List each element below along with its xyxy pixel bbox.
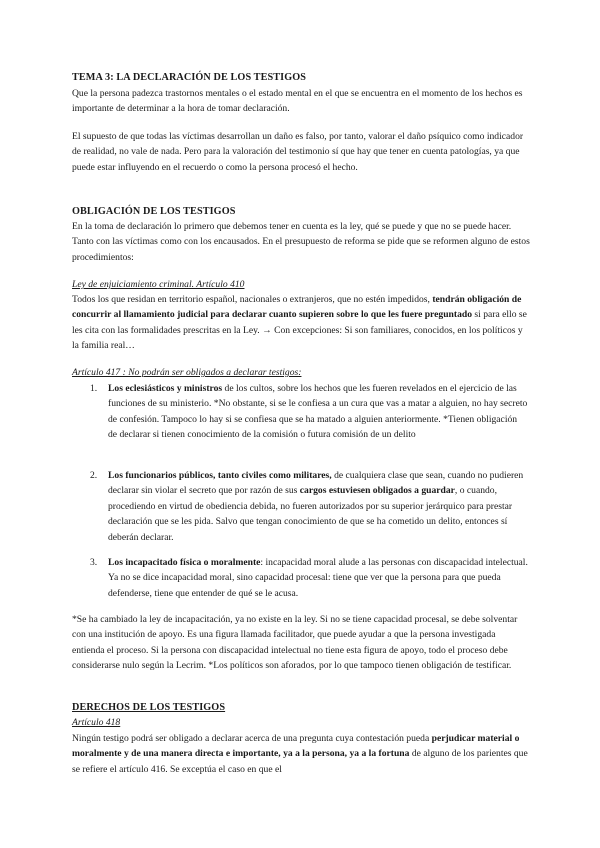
list-item-funcionarios bbox=[108, 468, 528, 545]
obligacion-paragraph: En la toma de declaración lo primero que debemos tener en cuenta es la ley, qué se puede y que no se puede hacer. Tanto con las víctimas como con los encausados. En el presupuesto de reforma se pide que se reformen alguno de estos procedimientos: bbox=[72, 221, 530, 263]
article-418-text-a: Ningún testigo podrá ser obligado a declarar acerca de una pregunta cuya contestación pueda bbox=[72, 733, 432, 744]
list-item-number: 1. bbox=[90, 383, 98, 394]
page-title: TEMA 3: LA DECLARACIÓN DE LOS TESTIGOS bbox=[72, 72, 307, 83]
list-item-incapacitados bbox=[108, 555, 528, 601]
list-item-bold: Los eclesiásticos y ministros bbox=[108, 383, 223, 394]
list-item-text: de cualquiera clase que sean, cuando no pudieren declarar sin violar el secreto que por razón de sus bbox=[108, 470, 524, 497]
intro-paragraph-2: El supuesto de que todas las víctimas desarrollan un daño es falso, por tanto, valorar el daño psíquico como indicador de realidad, no vale de nada. Pero para la valoración del testimonio sí que hay que tener en cuenta patologías, ya que puede estar influyendo en el recuerdo o como la persona procesó el hecho. bbox=[72, 131, 524, 173]
article-418-text bbox=[72, 731, 530, 777]
law-reference-417: Artículo 417 : No podrán ser obligados a declarar testigos: bbox=[72, 367, 302, 378]
list-item-bold: Los funcionarios públicos, tanto civiles como militares, bbox=[108, 470, 332, 481]
law-410-text-bold: tendrán obligación de concurrir al llamamiento judicial para declarar cuanto supieren sobre lo que les fuere preguntado bbox=[72, 294, 522, 321]
law-410-text-b: si para ello se les cita con las formalidades prescritas en la Ley. → Con excepciones: Si son familiares, conocidos, en los políticos y la familia real… bbox=[72, 309, 527, 352]
list-item-bold-2: cargos estuviesen obligados a guardar bbox=[299, 485, 455, 497]
list-item-bold: Los incapacitado física o moralmente bbox=[108, 557, 261, 568]
list-item-text: de los cultos, sobre los hechos que les fueren revelados en el ejercicio de las funciones de su ministerio. *No obstante, si se le confiesa a un cura que vas a matar a alguien, no hay secreto de confesión. Tampoco lo hay si se confiesa que se ha matado a alguien anteriormente. *Tienen obligación de declarar si tienen conocimiento de la comisión o futura comisión de un delito bbox=[108, 383, 528, 441]
article-418-text-bold: perjudicar material o moralmente y de una manera directa e importante, ya a la persona, ya a la fortuna bbox=[72, 733, 520, 760]
list-item-number: 3. bbox=[90, 557, 98, 568]
law-410-text-a: Todos los que residan en territorio español, nacionales o extranjeros, que no estén impedidos, bbox=[72, 294, 433, 305]
law-reference-410: Ley de enjuiciamiento criminal. Artículo 410 bbox=[72, 279, 245, 290]
section-heading-derechos: DERECHOS DE LOS TESTIGOS bbox=[72, 702, 226, 713]
list-item-text: : incapacidad moral alude a las personas con discapacidad intelectual. Ya no se dice incapacidad moral, sino capacidad procesal: tiene que ver que la persona para que pueda defenderse, tiene que entender de qué se le acusa. bbox=[108, 557, 528, 599]
list-item-text-b: , o cuando, procediendo en virtud de obediencia debida, no fueren autorizados por su superior jerárquico para prestar declaración que se les pida. Salvo que tengan conocimiento de que se ha cometido un delito, entonces sí deberán declarar. bbox=[108, 485, 513, 543]
intro-paragraph-1: Que la persona padezca trastornos mentales o el estado mental en el que se encuentra en el momento de los hechos es importante de determinar a la hora de tomar declaración. bbox=[72, 88, 523, 115]
list-item-eclesiasticos bbox=[108, 381, 528, 443]
section-heading-obligacion: OBLIGACIÓN DE LOS TESTIGOS bbox=[72, 206, 236, 217]
article-418-text-b: de alguno de los parientes que se refiere el artículo 416. Se exceptúa el caso en que el bbox=[72, 748, 528, 775]
list-item-number: 2. bbox=[90, 470, 98, 481]
note-paragraph: *Se ha cambiado la ley de incapacitación, ya no existe en la ley. Si no se tiene capacidad procesal, se debe solventar con una institución de apoyo. Es una figura llamada facilitador, que puede ayudar a que la persona investigada entienda el proceso. Si la persona con discapacidad intelectual no tiene esta figura de apoyo, todo el proceso debe considerarse nulo según la Lecrim. *Los políticos son aforados, por lo que tampoco tienen obligación de testificar. bbox=[72, 614, 518, 672]
law-410-text bbox=[72, 292, 530, 354]
law-reference-418: Artículo 418 bbox=[72, 717, 121, 728]
